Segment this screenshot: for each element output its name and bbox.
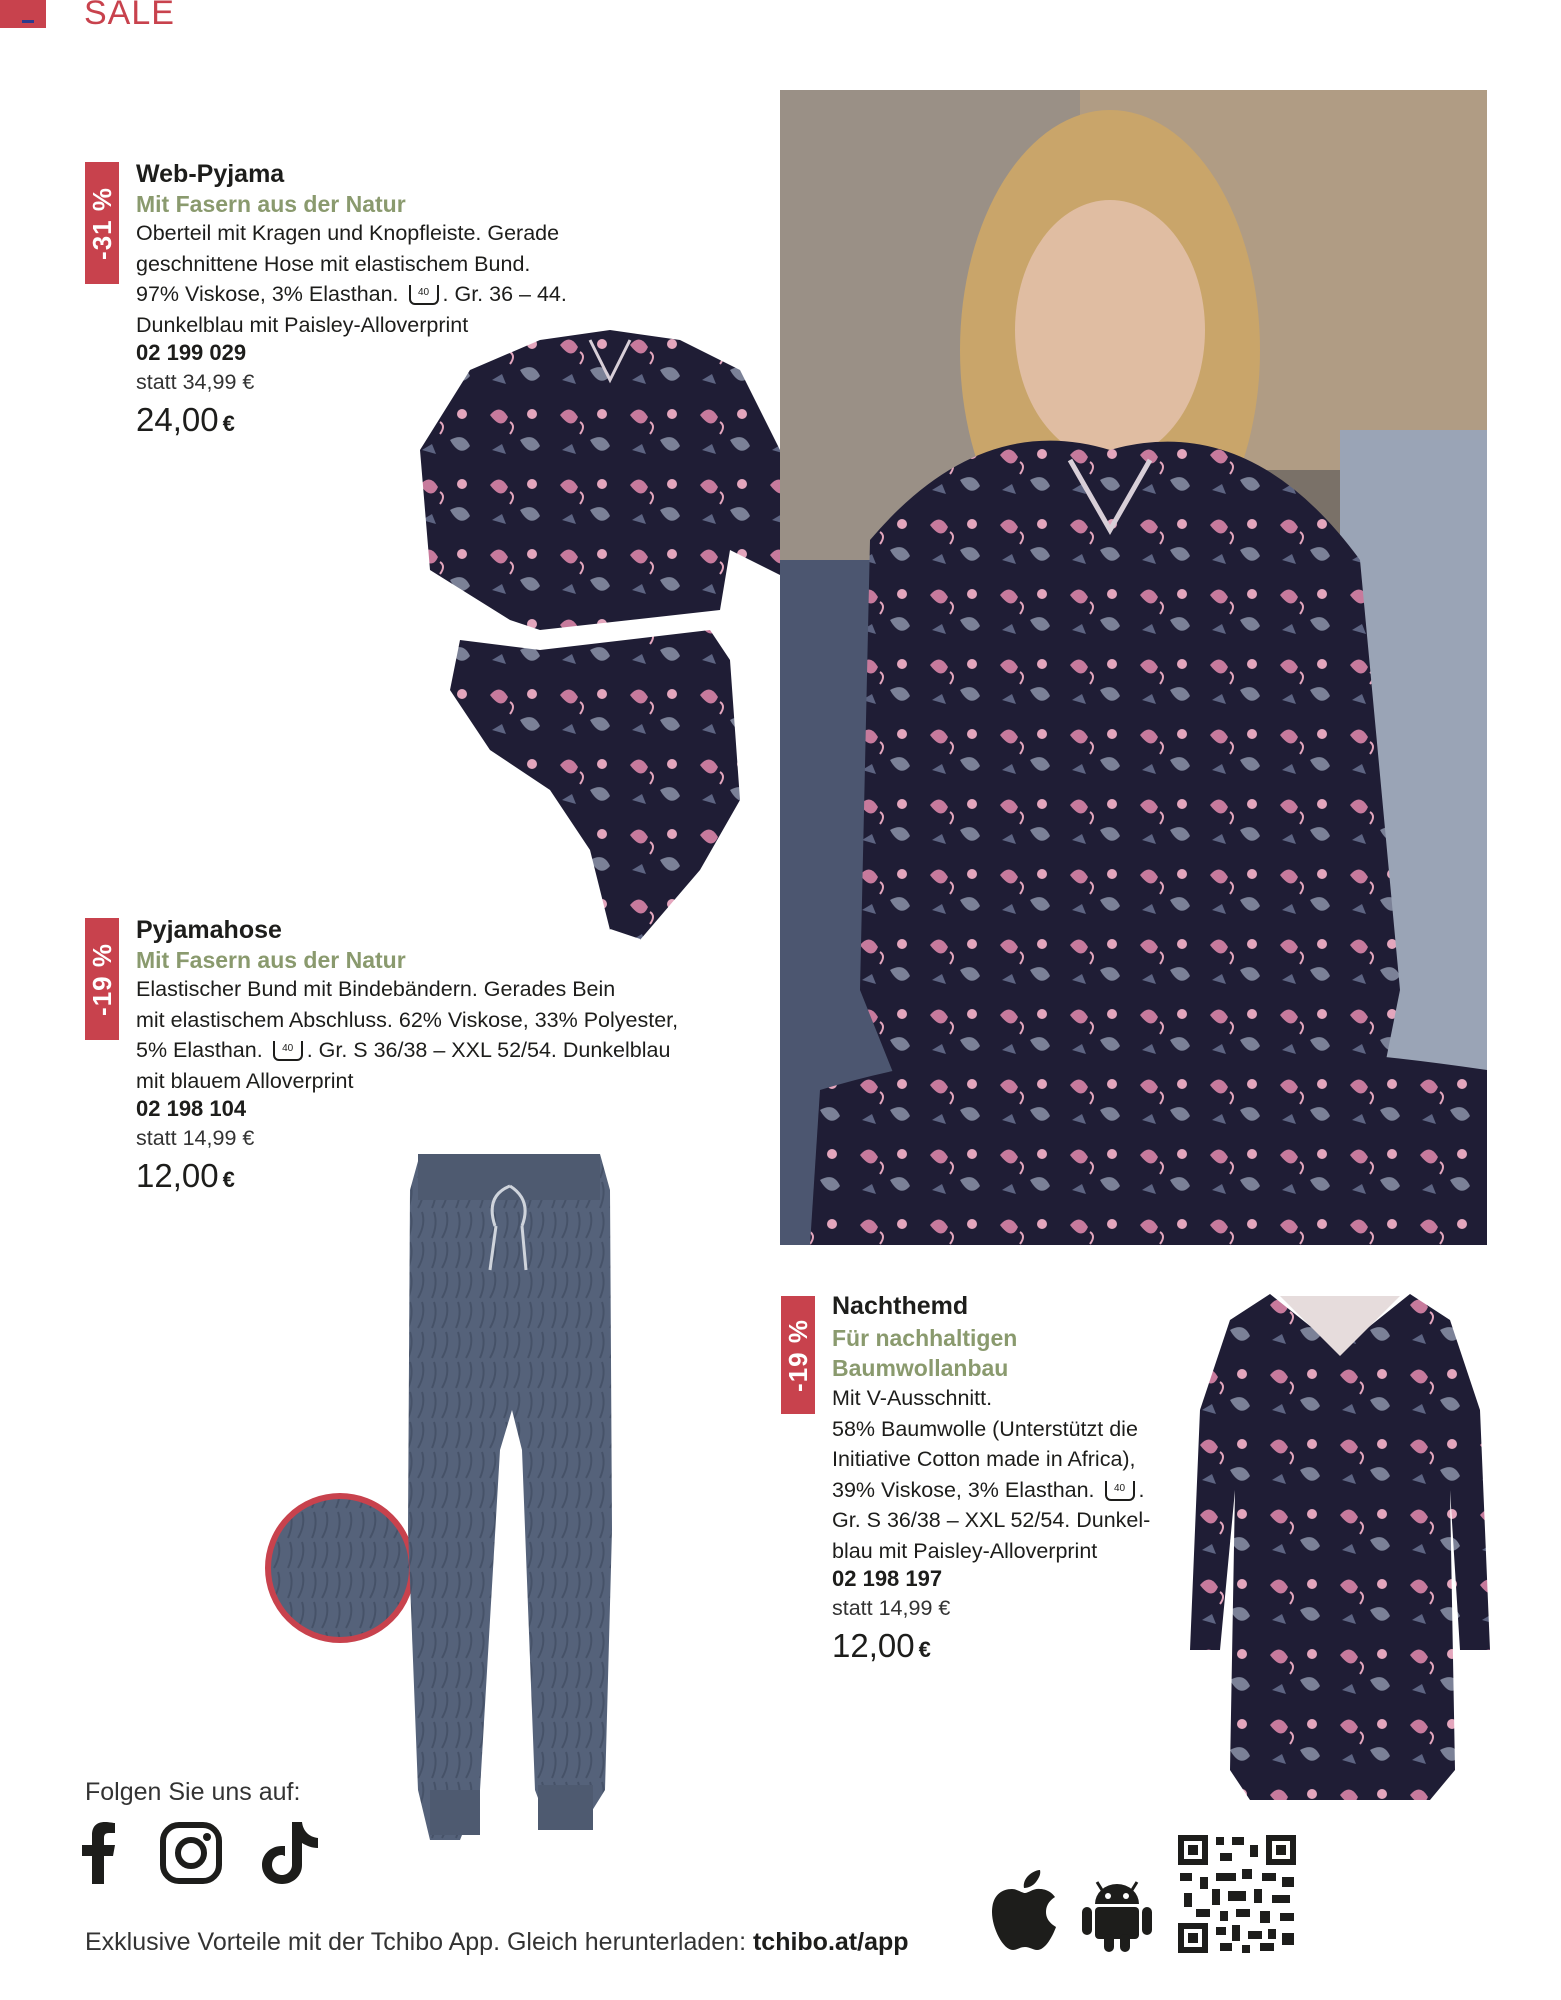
old-price: statt 14,99 € — [832, 1596, 951, 1620]
product-subtitle: Mit Fasern aus der Natur — [136, 947, 406, 973]
product-description: Oberteil mit Kragen und Knopfleiste. Gerade geschnittene Hose mit elastischem Bund. 97% Viskose, 3% Elasthan. 40 . Gr. 36 – 44. Dunkelblau mit Paisley-Alloverprint — [136, 221, 567, 337]
product-title: Pyjamahose — [136, 916, 282, 944]
price: 12,00 € — [136, 1157, 235, 1194]
price: 24,00 € — [136, 401, 235, 438]
instagram-icon[interactable] — [160, 1822, 222, 1889]
article-number: 02 199 029 — [136, 340, 247, 365]
app-promo-text: Exklusive Vorteile mit der Tchibo App. Gleich herunterladen: tchibo.at/app — [85, 1928, 909, 1956]
follow-label: Folgen Sie uns auf: — [85, 1778, 301, 1806]
facebook-icon[interactable] — [82, 1822, 116, 1889]
product-subtitle: Mit Fasern aus der Natur — [136, 191, 406, 217]
article-number: 02 198 197 — [832, 1566, 943, 1591]
app-link[interactable]: tchibo.at/app — [752, 1928, 909, 1956]
pyjamahose-image — [260, 1150, 620, 1840]
lifestyle-photo — [780, 90, 1487, 1245]
old-price: statt 14,99 € — [136, 1126, 255, 1150]
wash-40-icon: 40 — [1105, 1481, 1135, 1501]
discount-badge-nachthemd: -19 % — [781, 1296, 815, 1414]
wash-40-icon: 40 — [409, 285, 439, 305]
sale-label: SALE — [84, 0, 175, 32]
pyjama-set-image — [410, 330, 820, 950]
product-description: Elastischer Bund mit Bindebändern. Gerades Bein mit elastischem Abschluss. 62% Viskose, 33% Polyester, 5% Elasthan. 40 . Gr. S 36/38 – XXL 52/54. Dunkelblau mit blauem Alloverprint — [136, 977, 679, 1093]
android-icon[interactable] — [1082, 1874, 1152, 1957]
product-subtitle: Für nachhaltigen Baumwollanbau — [832, 1325, 1018, 1381]
discount-badge-pyjamahose: -19 % — [85, 918, 119, 1040]
apple-icon[interactable] — [992, 1870, 1058, 1955]
old-price: statt 34,99 € — [136, 370, 255, 394]
product-title: Nachthemd — [832, 1292, 969, 1320]
tiktok-icon[interactable] — [262, 1822, 320, 1889]
product-description: Mit V-Ausschnitt. 58% Baumwolle (Unterstützt die Initiative Cotton made in Africa), 39% Viskose, 3% Elasthan. 40 . Gr. S 36/38 – XXL 52/54. Dunkel- blau mit Paisley-Alloverprint — [832, 1386, 1151, 1563]
discount-badge-web-pyjama: -31 % — [85, 162, 119, 284]
product-nachthemd — [832, 1292, 1150, 1665]
price: 12,00 € — [832, 1627, 931, 1664]
product-title: Web-Pyjama — [136, 160, 285, 188]
sale-flag — [0, 0, 46, 28]
wash-40-icon: 40 — [273, 1041, 303, 1061]
article-number: 02 198 104 — [136, 1096, 247, 1121]
qr-code[interactable] — [1176, 1833, 1298, 1960]
fabric-detail-circle — [268, 1496, 412, 1640]
nachthemd-image — [1190, 1290, 1490, 1810]
sale-flag-mark — [22, 20, 34, 23]
